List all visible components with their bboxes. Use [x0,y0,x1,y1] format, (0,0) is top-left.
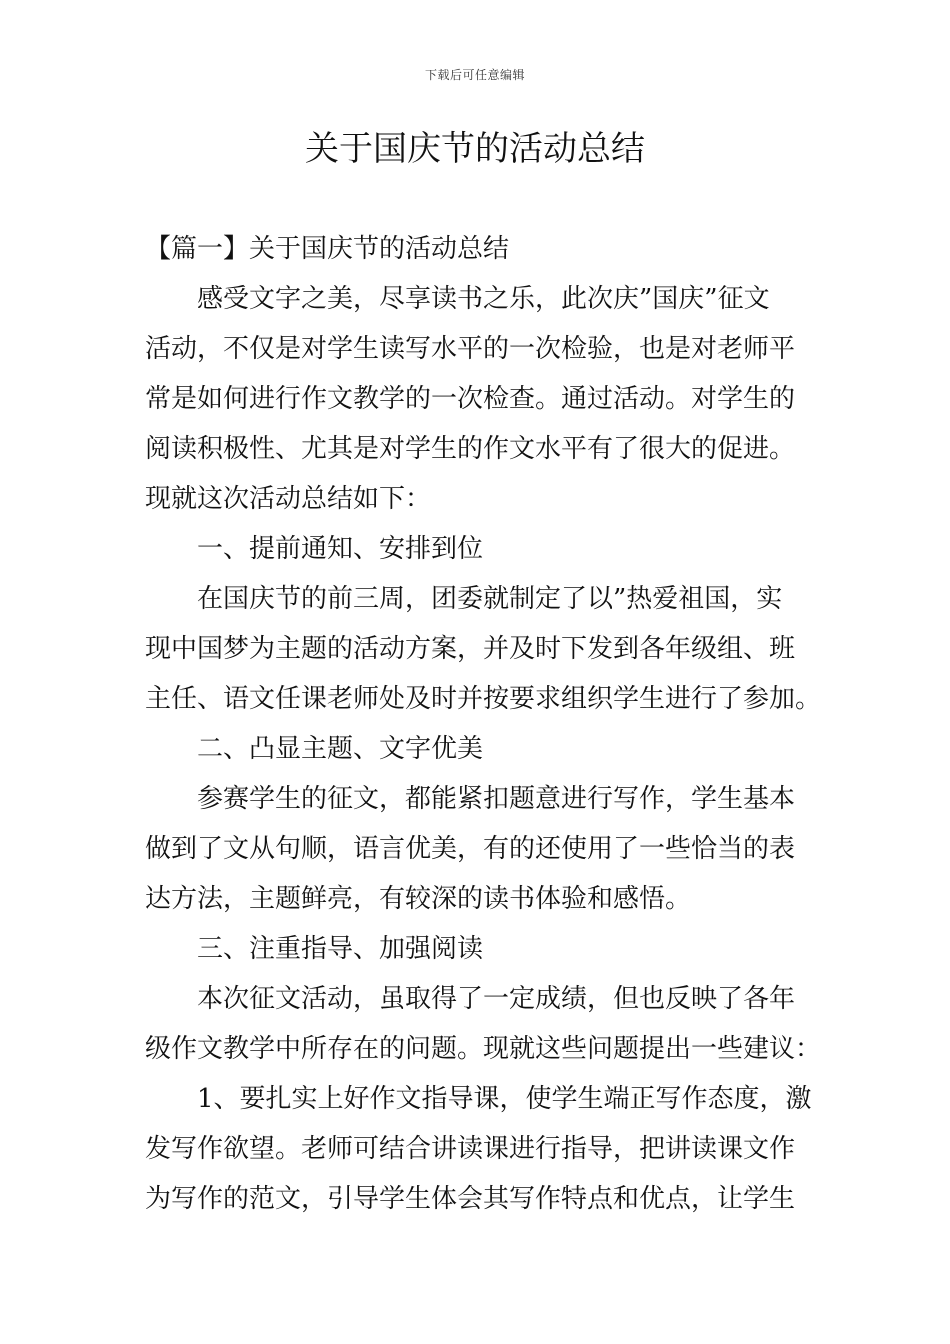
text-line: 活动，不仅是对学生读写水平的一次检验，也是对老师平 [145,334,796,364]
text-line: 本次征文活动，虽取得了一定成绩，但也反映了各年 [197,984,796,1014]
text-line: 阅读积极性、尤其是对学生的作文水平有了很大的促进。 [145,434,796,464]
document-title: 关于国庆节的活动总结 [305,129,645,169]
text-line: 1、要扎实上好作文指导课，使学生端正写作态度，激 [197,1084,812,1114]
text-line: 一、提前通知、安排到位 [197,534,484,564]
text-line: 为写作的范文，引导学生体会其写作特点和优点，让学生 [145,1184,796,1214]
header-note: 下载后可任意编辑 [424,68,525,82]
text-line: 在国庆节的前三周，团委就制定了以”热爱祖国，实 [197,584,783,614]
text-line: 二、凸显主题、文字优美 [197,734,484,764]
document-body [145,224,822,1224]
text-line: 做到了文从句顺，语言优美，有的还使用了一些恰当的表 [145,834,796,864]
text-line: 现中国梦为主题的活动方案，并及时下发到各年级组、班 [145,634,796,664]
text-line: 发写作欲望。老师可结合讲读课进行指导，把讲读课文作 [145,1134,796,1164]
text-line: 三、注重指导、加强阅读 [197,934,484,964]
text-line: 常是如何进行作文教学的一次检查。通过活动。对学生的 [145,384,796,414]
text-line: 现就这次活动总结如下： [145,484,432,514]
text-line: 参赛学生的征文，都能紧扣题意进行写作，学生基本 [197,784,796,814]
text-line: 主任、语文任课老师处及时并按要求组织学生进行了参加。 [145,684,822,714]
text-line: 感受文字之美，尽享读书之乐，此次庆”国庆”征文 [197,284,770,314]
text-line: 达方法，主题鲜亮，有较深的读书体验和感悟。 [145,884,692,914]
text-line: 级作文教学中所存在的问题。现就这些问题提出一些建议： [145,1034,822,1064]
text-line: 【篇一】关于国庆节的活动总结 [145,234,510,264]
